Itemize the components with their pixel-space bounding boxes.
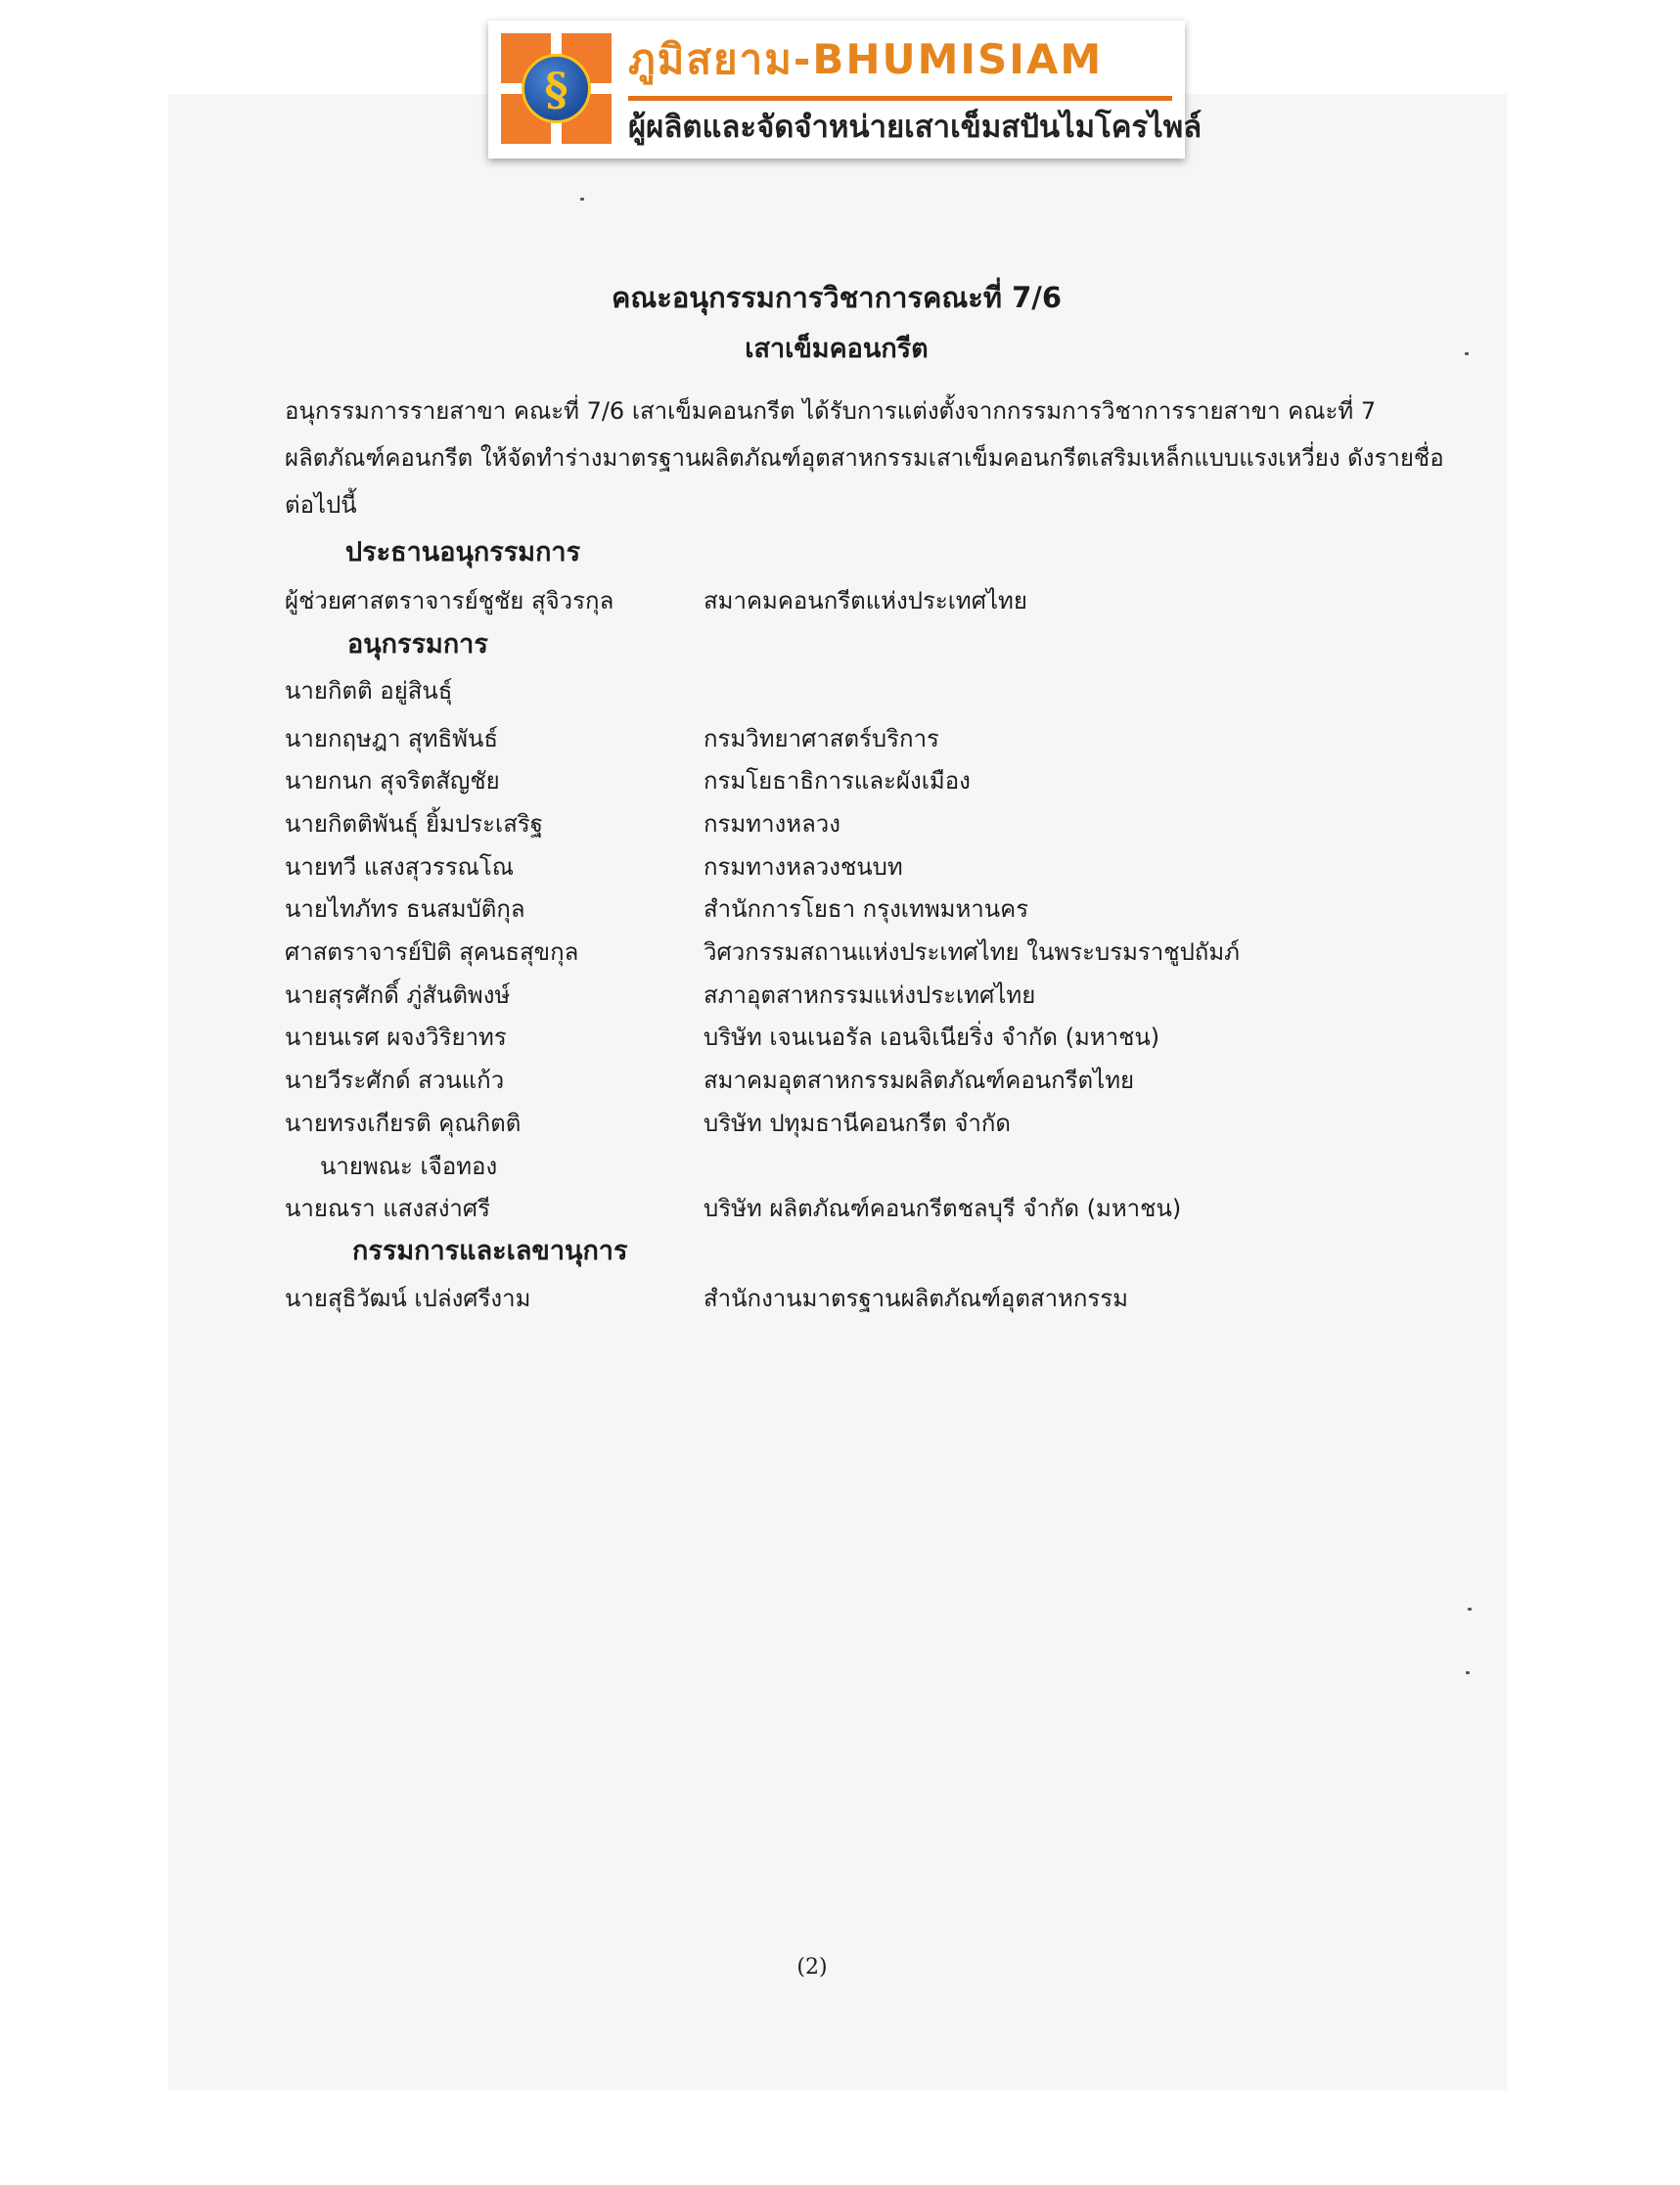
member-org: กรมโยธาธิการและผังเมือง (704, 767, 971, 795)
intro-line: ผลิตภัณฑ์คอนกรีต ให้จัดทำร่างมาตรฐานผลิตภัณฑ์อุตสาหกรรมเสาเข็มคอนกรีตเสริมเหล็กแบบแรงเหวี่ยง ดังรายชื่อ (285, 444, 1444, 472)
brand-divider (628, 96, 1172, 101)
member-name: ศาสตราจารย์ปิติ สุคนธสุขกุล (285, 938, 579, 966)
member-row (285, 847, 1400, 887)
member-row (285, 889, 1400, 929)
member-org: บริษัท ผลิตภัณฑ์คอนกรีตชลบุรี จำกัด (มหาชน) (704, 1195, 1182, 1222)
brand-subtitle: ผู้ผลิตและจัดจำหน่ายเสาเข็มสปันไมโครไพล์ (628, 110, 1203, 145)
brand-title: ภูมิสยาม-BHUMISIAM (628, 35, 1104, 83)
secretary-heading: กรรมการและเลขานุการ (352, 1236, 628, 1266)
intro-paragraph (285, 387, 1444, 528)
document-subtitle: เสาเข็มคอนกรีต (745, 334, 929, 364)
member-name: นายไทภัทร ธนสมบัติกุล (285, 895, 525, 923)
member-row (285, 933, 1400, 972)
member-row (320, 1147, 1435, 1186)
member-name: นายสุรศักดิ์ ภู่สันติพงษ์ (285, 981, 511, 1009)
members-heading: อนุกรรมการ (347, 629, 488, 660)
member-name: นายกิตติพันธุ์ ยิ้มประเสริฐ (285, 810, 544, 838)
member-name: นายวีระศักด์ สวนแก้ว (285, 1067, 505, 1094)
member-name: นายทวี แสงสุวรรณโณ (285, 853, 515, 881)
member-row (285, 719, 1400, 758)
member-org: สภาอุตสาหกรรมแห่งประเทศไทย (704, 981, 1036, 1009)
scan-speck (1465, 352, 1469, 355)
scan-speck (1468, 1608, 1472, 1611)
member-org: สำนักการโยธา กรุงเทพมหานคร (704, 895, 1029, 923)
secretary-row (285, 1279, 1400, 1318)
logo-banner (488, 21, 1203, 159)
member-org: สำนักงานมาตรฐานผลิตภัณฑ์อุตสาหกรรม (704, 1285, 1129, 1312)
member-row (285, 1189, 1400, 1228)
member-row (285, 1018, 1400, 1057)
member-row (285, 804, 1400, 843)
member-org: กรมทางหลวงชนบท (704, 853, 903, 881)
member-row (285, 1061, 1400, 1100)
member-org: กรมทางหลวง (704, 810, 840, 838)
scan-speck (1466, 1671, 1470, 1674)
brand-logo (501, 33, 612, 144)
member-row (285, 976, 1400, 1015)
intro-line: ต่อไปนี้ (285, 491, 357, 519)
member-row (285, 671, 1400, 710)
intro-line: อนุกรรมการรายสาขา คณะที่ 7/6 เสาเข็มคอนกรีต ได้รับการแต่งตั้งจากกรรมการวิชาการรายสาขา คณะที่ 7 (285, 397, 1377, 425)
member-name: นายกฤษฎา สุทธิพันธ์ (285, 725, 499, 752)
member-name: นายทรงเกียรติ คุณกิตติ (285, 1110, 522, 1137)
member-org: บริษัท เจนเนอรัล เอนจิเนียริ่ง จำกัด (มหาชน) (704, 1024, 1160, 1051)
member-org: วิศวกรรมสถานแห่งประเทศไทย ในพระบรมราชูปถัมภ์ (704, 938, 1240, 966)
member-name: นายณรา แสงสง่าศรี (285, 1195, 491, 1222)
member-name: นายพณะ เจือทอง (320, 1153, 498, 1180)
member-org: บริษัท ปทุมธานีคอนกรีต จำกัด (704, 1110, 1011, 1137)
member-row (285, 761, 1400, 800)
member-name: นายกนก สุจริตสัญชัย (285, 767, 500, 795)
chairman-row (285, 581, 1400, 620)
member-name: นายนเรศ ผจงวิริยาทร (285, 1024, 507, 1051)
member-row (285, 1104, 1400, 1143)
chairman-heading: ประธานอนุกรรมการ (345, 537, 581, 568)
page-number: (2) (796, 1955, 828, 1980)
document-title: คณะอนุกรรมการวิชาการคณะที่ 7/6 (611, 281, 1063, 314)
member-org: กรมวิทยาศาสตร์บริการ (704, 725, 939, 752)
logo-s-glyph: § (544, 62, 568, 115)
member-name: นายสุธิวัฒน์ เปล่งศรีงาม (285, 1285, 531, 1312)
member-name: ผู้ช่วยศาสตราจารย์ชูชัย สุจิวรกุล (285, 587, 614, 615)
member-org: สมาคมอุตสาหกรรมผลิตภัณฑ์คอนกรีตไทย (704, 1067, 1135, 1094)
member-name: นายกิตติ อยู่สินธุ์ (285, 677, 453, 705)
spiral-s-logo-icon (522, 54, 591, 123)
scan-speck (580, 198, 584, 201)
member-org: สมาคมคอนกรีตแห่งประเทศไทย (704, 587, 1027, 615)
